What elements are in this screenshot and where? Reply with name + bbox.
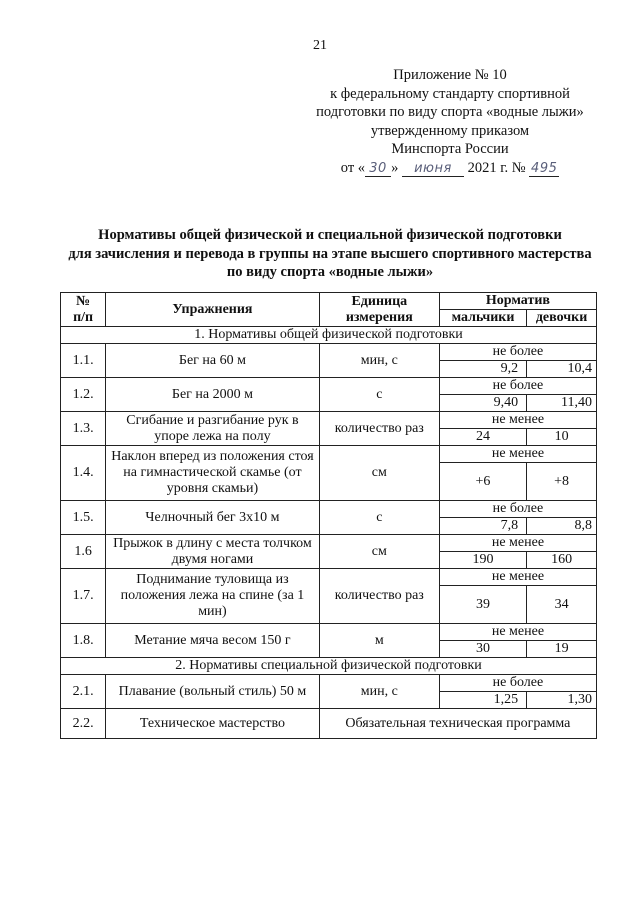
row-exercise: Техническое мастерство <box>106 709 320 739</box>
order-mid: » <box>391 159 399 176</box>
row-exercise: Плавание (вольный стиль) 50 м <box>106 675 320 709</box>
row-num: 1.3. <box>61 412 106 446</box>
order-prefix: от « <box>340 159 366 176</box>
row-num: 1.1. <box>61 344 106 378</box>
row-girls: 10,4 <box>527 361 597 378</box>
row-num: 2.1. <box>61 675 106 709</box>
row-girls: 10 <box>527 429 597 446</box>
row-exercise: Челночный бег 3х10 м <box>106 501 320 535</box>
row-modifier: не менее <box>439 535 596 552</box>
row-unit: см <box>319 535 439 569</box>
row-modifier: не менее <box>439 624 596 641</box>
section-title: 2. Нормативы специальной физической подготовки <box>61 658 597 675</box>
row-boys: +6 <box>439 463 526 501</box>
row-num: 1.6 <box>61 535 106 569</box>
appendix-header <box>300 66 600 177</box>
row-unit: с <box>319 501 439 535</box>
row-boys: 9,40 <box>439 395 526 412</box>
row-num: 2.2. <box>61 709 106 739</box>
appendix-line: к федеральному стандарту спортивной <box>330 85 570 102</box>
row-girls: 160 <box>527 552 597 569</box>
row-modifier: не более <box>439 378 596 395</box>
row-girls: 1,30 <box>527 692 597 709</box>
order-year-text: 2021 г. № <box>467 159 526 176</box>
row-modifier: не более <box>439 675 596 692</box>
order-line <box>300 159 600 178</box>
order-month: июня <box>402 162 464 177</box>
row-unit: количество раз <box>319 412 439 446</box>
section-title: 1. Нормативы общей физической подготовки <box>61 327 597 344</box>
row-unit: м <box>319 624 439 658</box>
row-girls: +8 <box>527 463 597 501</box>
row-boys: 24 <box>439 429 526 446</box>
row-program: Обязательная техническая программа <box>319 709 596 739</box>
title-line: Нормативы общей физической и специальной физической подготовки <box>98 227 562 243</box>
order-number: 495 <box>531 160 558 176</box>
row-modifier: не менее <box>439 446 596 463</box>
row-boys: 7,8 <box>439 518 526 535</box>
order-day: 30 <box>365 162 391 177</box>
header-unit: Единица измерения <box>319 293 439 327</box>
row-exercise: Сгибание и разгибание рук в упоре лежа на полу <box>106 412 320 446</box>
header-norm: Норматив <box>439 293 596 310</box>
row-num: 1.7. <box>61 569 106 624</box>
header-boys: мальчики <box>439 310 526 327</box>
row-boys: 190 <box>439 552 526 569</box>
page-number: 21 <box>313 38 327 53</box>
row-boys: 30 <box>439 641 526 658</box>
row-unit: мин, с <box>319 344 439 378</box>
row-num: 1.8. <box>61 624 106 658</box>
title-line: для зачисления и перевода в группы на этапе высшего спортивного мастерства <box>68 245 592 262</box>
row-girls: 34 <box>527 586 597 624</box>
appendix-line: утвержденному приказом <box>370 122 530 139</box>
row-boys: 9,2 <box>439 361 526 378</box>
document-title <box>40 226 620 282</box>
row-modifier: не более <box>439 501 596 518</box>
row-modifier: не более <box>439 344 596 361</box>
row-num: 1.2. <box>61 378 106 412</box>
header-girls: девочки <box>527 310 597 327</box>
row-unit: см <box>319 446 439 501</box>
row-unit: с <box>319 378 439 412</box>
norms-table <box>60 292 597 739</box>
row-girls: 11,40 <box>527 395 597 412</box>
row-modifier: не менее <box>439 412 596 429</box>
row-exercise: Метание мяча весом 150 г <box>106 624 320 658</box>
header-num: № п/п <box>61 293 106 327</box>
row-num: 1.5. <box>61 501 106 535</box>
title-line: по виду спорта «водные лыжи» <box>226 264 434 280</box>
row-unit: количество раз <box>319 569 439 624</box>
appendix-line: Приложение № 10 <box>393 67 507 83</box>
row-modifier: не менее <box>439 569 596 586</box>
row-exercise: Поднимание туловища из положения лежа на спине (за 1 мин) <box>106 569 320 624</box>
row-exercise: Наклон вперед из положения стоя на гимнастической скамье (от уровня скамьи) <box>106 446 320 501</box>
row-exercise: Бег на 2000 м <box>106 378 320 412</box>
row-boys: 39 <box>439 586 526 624</box>
row-unit: мин, с <box>319 675 439 709</box>
row-boys: 1,25 <box>439 692 526 709</box>
row-exercise: Прыжок в длину с места толчком двумя ногами <box>106 535 320 569</box>
appendix-line: подготовки по виду спорта «водные лыжи» <box>316 104 584 120</box>
row-exercise: Бег на 60 м <box>106 344 320 378</box>
row-girls: 8,8 <box>527 518 597 535</box>
header-exercise: Упражнения <box>106 293 320 327</box>
appendix-line: Минспорта России <box>391 141 509 157</box>
row-num: 1.4. <box>61 446 106 501</box>
row-girls: 19 <box>527 641 597 658</box>
